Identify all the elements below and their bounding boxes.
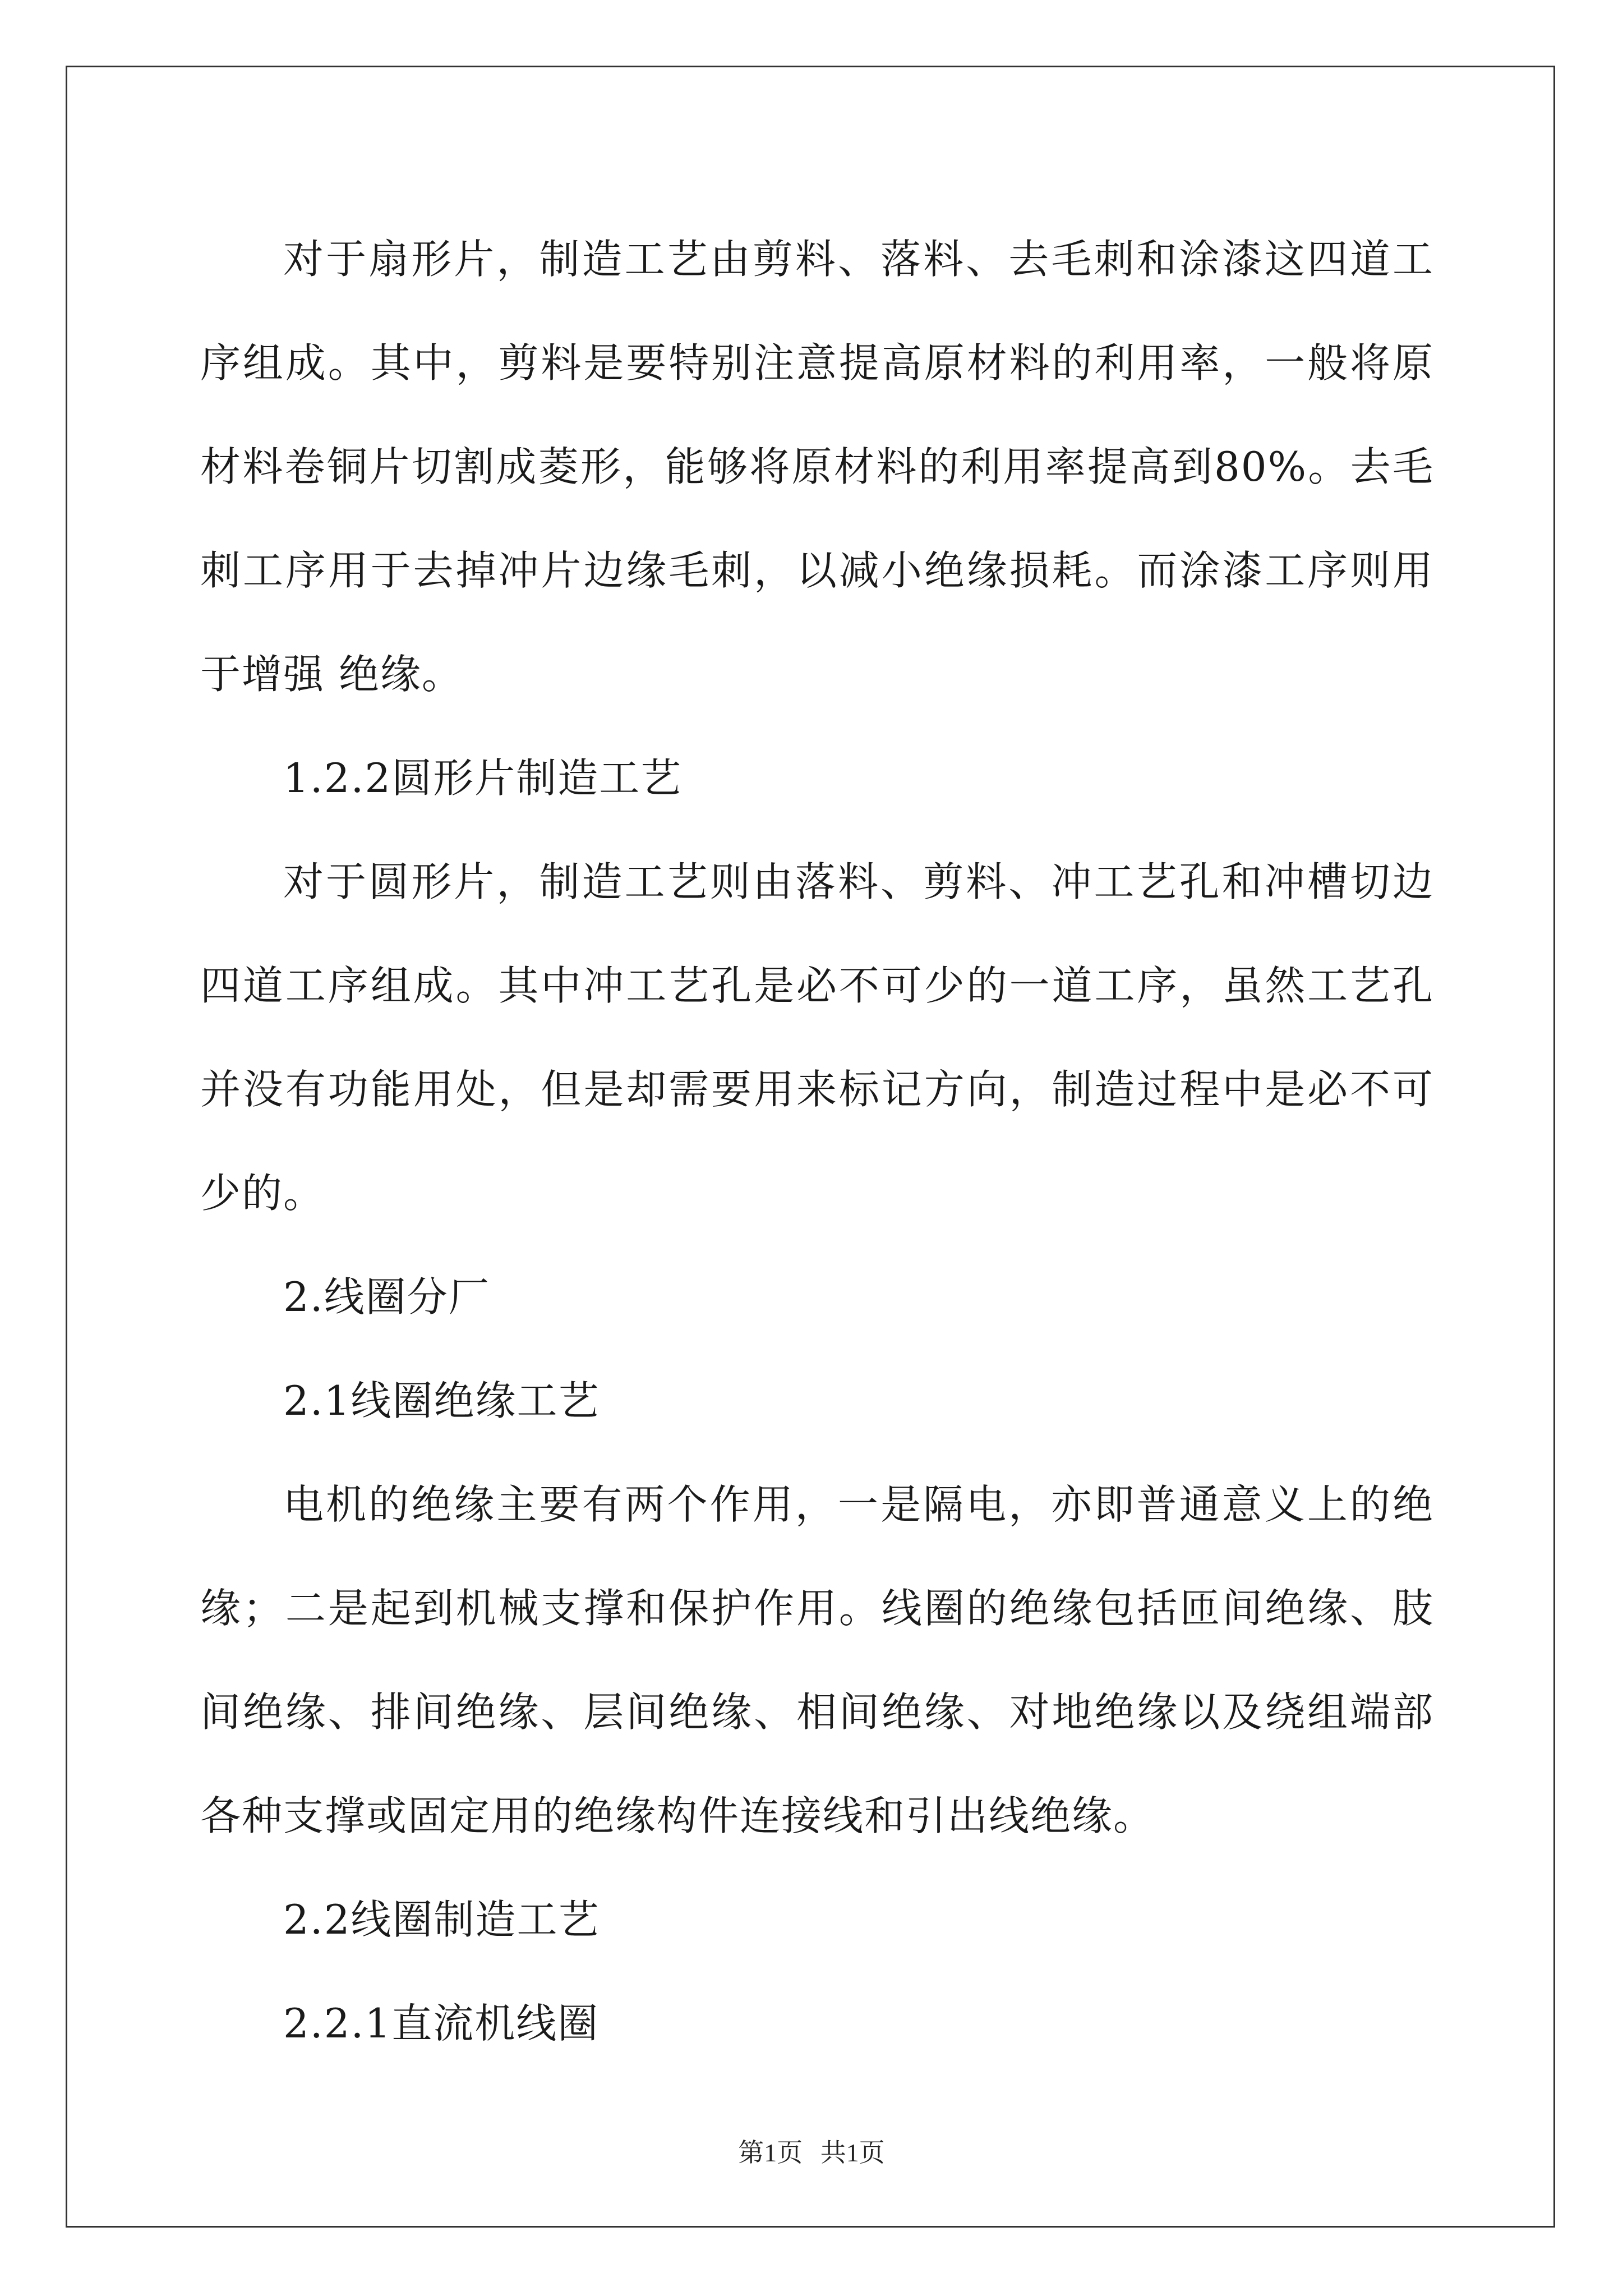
document-body bbox=[200, 208, 1434, 2076]
heading-coil-insulation: 2.1线圈绝缘工艺 bbox=[283, 1377, 600, 1424]
paragraph-round-sheet-process: 对于圆形片，制造工艺则由落料、剪料、冲工艺孔和冲槽切边四道工序组成。其中冲工艺孔是必不可少的一道工序，虽然工艺孔并没有功能用处，但是却需要用来标记方向，制造过程中是必不可少的。 bbox=[200, 858, 1434, 1217]
heading-round-sheet-process: 1.2.2圆形片制造工艺 bbox=[283, 754, 683, 802]
page-total: 共1页 bbox=[820, 2138, 885, 2167]
paragraph-motor-insulation: 电机的绝缘主要有两个作用，一是隔电，亦即普通意义上的绝缘；二是起到机械支撑和保护作用。线圈的绝缘包括匝间绝缘、肢间绝缘、排间绝缘、层间绝缘、相间绝缘、对地绝缘以及绕组端部各种支撑或固定用的绝缘构件连接线和引出线绝缘。 bbox=[200, 1481, 1434, 1839]
page-number: 第1页 bbox=[738, 2138, 803, 2167]
heading-coil-manufacturing: 2.2线圈制造工艺 bbox=[283, 1896, 600, 1943]
paragraph-fan-sheet-process: 对于扇形片，制造工艺由剪料、落料、去毛刺和涂漆这四道工序组成。其中，剪料是要特别注意提高原材料的利用率，一般将原材料卷铜片切割成菱形，能够将原材料的利用率提高到80%。去毛刺工序用于去掉冲片边缘毛刺，以减小绝缘损耗。而涂漆工序则用于增强 绝缘。 bbox=[200, 236, 1434, 698]
heading-dc-machine-coil: 2.2.1直流机线圈 bbox=[283, 2000, 600, 2047]
heading-coil-branch: 2.线圈分厂 bbox=[283, 1273, 490, 1320]
page-footer bbox=[0, 2136, 1623, 2170]
